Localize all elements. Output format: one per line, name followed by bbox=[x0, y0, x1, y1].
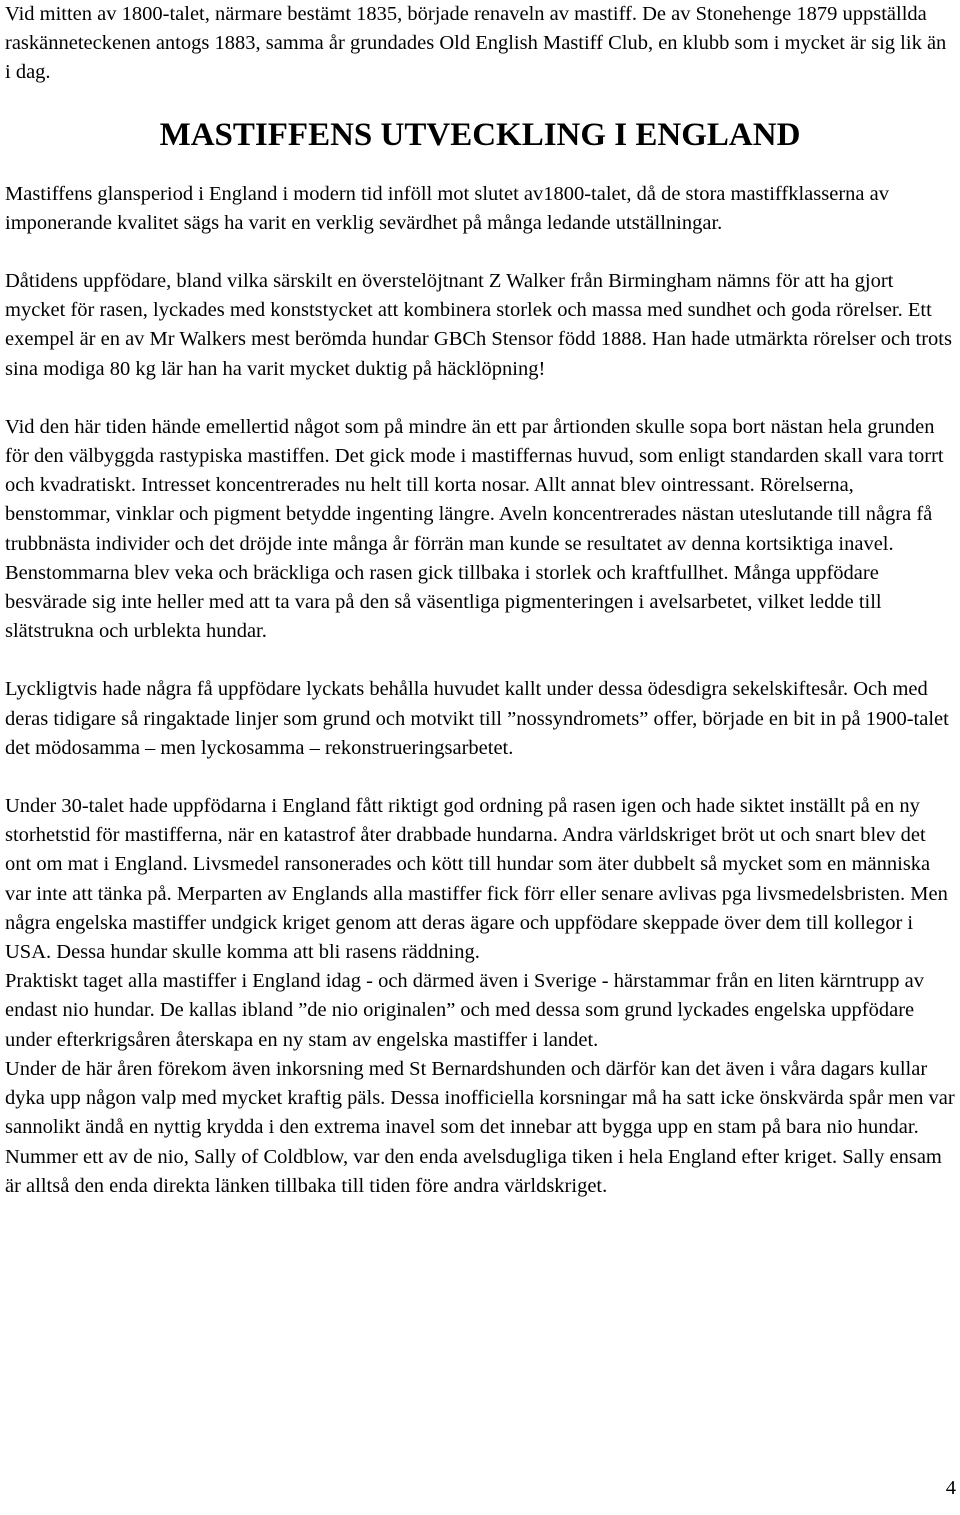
page-number: 4 bbox=[945, 1477, 956, 1499]
document-page bbox=[5, 0, 955, 1201]
paragraph: Nummer ett av de nio, Sally of Coldblow, var den enda avelsdugliga tiken i hela England efter kriget. Sally ensam är alltså den enda direkta länken tillbaka till tiden före andra världskriget. bbox=[5, 1145, 942, 1197]
paragraph: Praktiskt taget alla mastiffer i England idag - och därmed även i Sverige - härstammar från en liten kärntrupp av endast nio hundar. De kallas ibland ”de nio originalen” och med dessa som grund lyckades engelska uppfödare under efterkrigsåren återskapa en ny stam av engelska mastiffer i landet. bbox=[5, 970, 924, 1051]
paragraph: Under 30-talet hade uppfödarna i England fått riktigt god ordning på rasen igen och hade siktet inställt på en ny storhetstid för mastifferna, när en katastrof åter drabbade hundarna. Andra världskriget bröt ut och snart blev det ont om mat i England. Livsmedel ransonerades och kött till hundar som äter dubbelt så mycket som en människa var inte att tänka på. Merparten av Englands alla mastiffer fick förr eller senare avlivas pga livsmedelsbristen. Men några engelska mastiffer undgick kriget genom att deras ägare och uppfödare skeppade över dem till kollegor i USA. Dessa hundar skulle komma att bli rasens räddning. bbox=[5, 795, 948, 964]
paragraph: Dåtidens uppfödare, bland vilka särskilt en överstelöjtnant Z Walker från Birmingham nämns för att ha gjort mycket för rasen, lyckades med konststycket att kombinera storlek och massa med sundhet och goda rörelser. Ett exempel är en av Mr Walkers mest berömda hundar GBCh Stensor född 1888. Han hade utmärkta rörelser och trots sina modiga 80 kg lär han ha varit mycket duktig på häcklöpning! bbox=[5, 270, 952, 380]
paragraph: Mastiffens glansperiod i England i modern tid inföll mot slutet av1800-talet, då de stora mastiffklasserna av imponerande kvalitet sägs ha varit en verklig sevärdhet på många ledande utställningar. bbox=[5, 182, 889, 234]
paragraph: Under de här åren förekom även inkorsning med St Bernardshunden och därför kan det även i våra dagars kullar dyka upp någon valp med mycket kraftig päls. Dessa inofficiella korsningar må ha satt icke önskvärda spår men var sannolikt ändå en nyttig krydda i den extrema inavel som det innebar att bygga upp en stam på bara nio hundar. bbox=[5, 1057, 955, 1139]
paragraph: Lyckligtvis hade några få uppfödare lyckats behålla huvudet kallt under dessa ödesdigra sekelskiftesår. Och med deras tidigare så ringaktade linjer som grund och motvikt till ”nossyndromets” offer, började en bit in på 1900-talet det mödosamma – men lyckosamma – rekonstrueringsarbetet. bbox=[5, 678, 949, 759]
section-heading: MASTIFFENS UTVECKLING I ENGLAND bbox=[159, 116, 801, 153]
intro-paragraph: Vid mitten av 1800-talet, närmare bestämt 1835, började renaveln av mastiff. De av Stonehenge 1879 uppställda raskänneteckenen antogs 1883, samma år grundades Old English Mastiff Club, en klubb som i mycket är sig lik än i dag. bbox=[5, 3, 947, 84]
paragraph: Vid den här tiden hände emellertid något som på mindre än ett par årtionden skulle sopa bort nästan hela grunden för den välbyggda rastypiska mastiffen. Det gick mode i mastiffernas huvud, som enligt standarden skall vara torrt och kvadratiskt. Intresset koncentrerades nu helt till korta nosar. Allt annat blev ointressant. Rörelserna, benstommar, vinklar och pigment betydde ingenting längre. Aveln koncentrerades nästan uteslutande till några få trubbnästa individer och det dröjde inte många år förrän man kunde se resultatet av denna kortsiktiga inavel. Benstommarna blev veka och bräckliga och rasen gick tillbaka i storlek och kraftfullhet. Många uppfödare besvärade sig inte heller med att ta vara på den så väsentliga pigmenteringen i avelsarbetet, vilket ledde till slätstrukna och urblekta hundar. bbox=[5, 415, 944, 643]
